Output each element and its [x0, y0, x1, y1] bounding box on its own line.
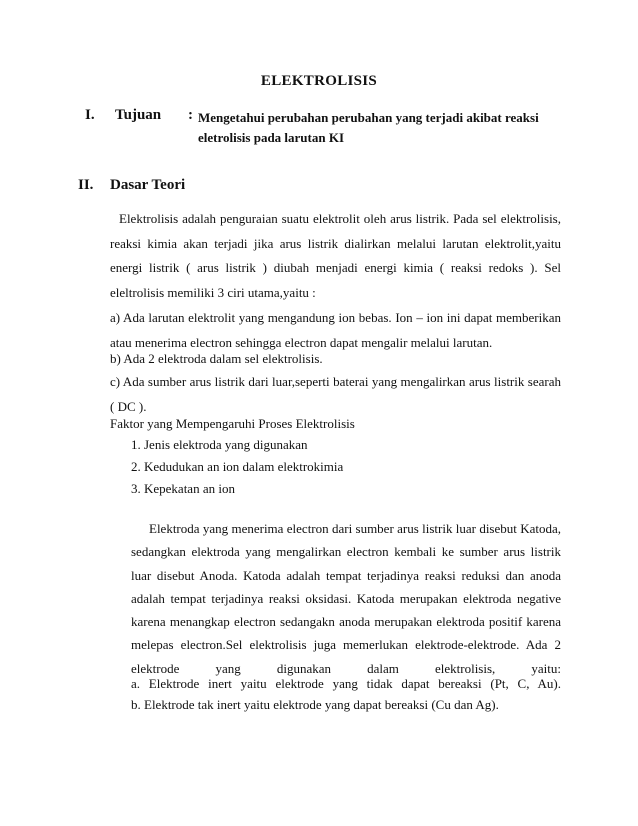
electrode-item-a: a. Elektrode inert yaitu elektrode yang tidak dapat bereaksi (Pt, C, Au).	[131, 676, 561, 691]
factors-heading: Faktor yang Mempengaruhi Proses Elektrolisis	[110, 416, 355, 431]
section-number-2: II.	[78, 177, 94, 193]
theory-item-b: b) Ada 2 elektroda dalam sel elektrolisis.	[110, 351, 323, 366]
electrode-item-b: b. Elektrode tak inert yaitu elektrode yang dapat bereaksi (Cu dan Ag).	[131, 697, 499, 712]
section-heading-tujuan: Tujuan	[115, 107, 162, 123]
section-number-1: I.	[85, 107, 95, 123]
theory-paragraph-1: Elektrolisis adalah penguraian suatu elektrolit oleh arus listrik. Pada sel elektrolisis, reaksi kimia akan terjadi jika arus listrik dialirkan melalui larutan elektrolit,yaitu energi listrik ( arus listrik ) diubah menjadi energi kimia ( reaksi redoks ). Sel eleltrolisis memiliki 3 ciri utama,yaitu :	[110, 211, 561, 300]
section-colon: :	[188, 107, 193, 123]
factor-item-2: 2. Kedudukan an ion dalam elektrokimia	[131, 459, 344, 474]
section-heading-dasar-teori: Dasar Teori	[110, 177, 186, 193]
tujuan-text-line2: eletrolisis pada larutan KI	[198, 130, 345, 145]
tujuan-text-line1: Mengetahui perubahan perubahan yang terjadi akibat reaksi	[198, 110, 539, 125]
document-title: ELEKTROLISIS	[260, 73, 378, 89]
factor-item-1: 1. Jenis elektroda yang digunakan	[131, 437, 308, 452]
theory-item-a: a) Ada larutan elektrolit yang mengandung ion bebas. Ion – ion ini dapat memberikan atau menerima electron sehingga electron dapat mengalir melalui larutan.	[110, 310, 561, 350]
factor-item-3: 3. Kepekatan an ion	[131, 481, 235, 496]
theory-item-c: c) Ada sumber arus listrik dari luar,seperti baterai yang mengalirkan arus listrik searah ( DC ).	[110, 374, 561, 414]
theory-paragraph-2: Elektroda yang menerima electron dari sumber arus listrik luar disebut Katoda, sedangkan elektroda yang mengalirkan electron kembali ke sumber arus listrik luar disebut Anoda. Katoda adalah tempat terjadinya reaksi reduksi dan anoda adalah tempat terjadinya reaksi oksidasi. Katoda merupakan elektroda negative karena menangkap electron sedangakn anoda merupakan elektroda positif karena melepas electron.Sel elektrolisis juga memerlukan elektrode-elektrode. Ada 2 elektrode yang digunakan dalam elektrolisis, yaitu:	[131, 521, 561, 676]
